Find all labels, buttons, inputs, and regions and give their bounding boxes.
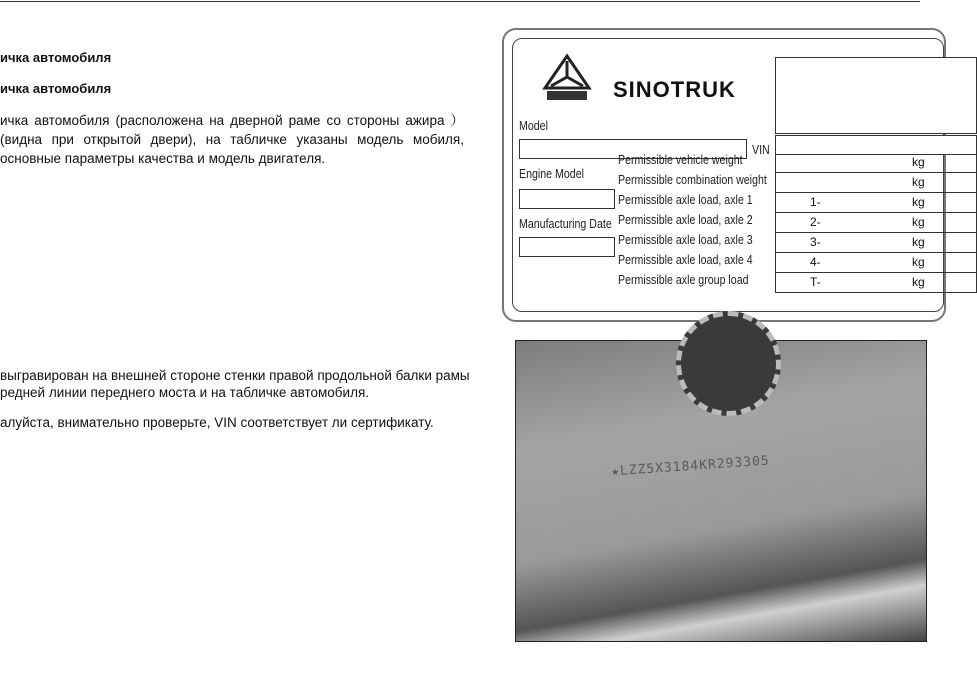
engraved-vin-photo <box>515 340 927 642</box>
vin-location-line1: выгравирован на внешней стороне стенки правой продольной балки рамы <box>0 368 470 383</box>
vin-field <box>775 135 977 155</box>
plate-row-cell <box>775 153 977 173</box>
axle-number: T- <box>810 275 821 289</box>
plate-row-label: Permissible axle load, axle 2 <box>618 213 753 227</box>
unit-kg: kg <box>912 175 925 189</box>
plate-row-cell <box>775 173 977 193</box>
axle-number: 3- <box>810 235 821 249</box>
plate-row-label: Permissible combination weight <box>618 173 767 187</box>
axle-number: 2- <box>810 215 821 229</box>
plate-row-cell <box>775 253 977 273</box>
top-rule <box>0 1 920 2</box>
vehicle-plate-image <box>502 28 946 322</box>
plate-row-cell <box>775 213 977 233</box>
engine-model-label: Engine Model <box>519 167 584 181</box>
plate-row-label: Permissible vehicle weight <box>618 153 743 167</box>
plate-row-cell <box>775 193 977 213</box>
unit-kg: kg <box>912 155 925 169</box>
axle-number: 4- <box>810 255 821 269</box>
plate-row-label: Permissible axle load, axle 4 <box>618 253 753 267</box>
plate-row-cell <box>775 233 977 253</box>
vin-check-note: алуйста, внимательно проверьте, VIN соответствует ли сертификату. <box>0 415 434 430</box>
unit-kg: kg <box>912 215 925 229</box>
manufacturing-date-field <box>519 237 615 257</box>
engine-model-field <box>519 189 615 209</box>
subsection-heading: ичка автомобиля <box>0 81 112 96</box>
stamp-area <box>775 57 977 116</box>
unit-kg: kg <box>912 275 925 289</box>
plate-description: ичка автомобиля (расположена на дверной раме со стороны ажира ）(видна при открытой двери), на табличке указаны модель мобиля, основные параметры качества и модель двигателя. <box>0 113 464 166</box>
plate-row-label: Permissible axle load, axle 3 <box>618 233 753 247</box>
blank-cell <box>775 114 977 134</box>
unit-kg: kg <box>912 235 925 249</box>
section-heading: ичка автомобиля <box>0 50 112 65</box>
engraved-vin: ★LZZ5X3184KR293305 <box>610 453 771 480</box>
unit-kg: kg <box>912 195 925 209</box>
frame-hole <box>676 311 781 416</box>
unit-kg: kg <box>912 255 925 269</box>
brand-name: SINOTRUK <box>613 77 736 102</box>
sinotruk-logo-icon <box>541 53 593 103</box>
plate-row-label: Permissible axle load, axle 1 <box>618 193 753 207</box>
model-label: Model <box>519 119 548 133</box>
plate-row-cell <box>775 273 977 293</box>
manufacturing-date-label: Manufacturing Date <box>519 217 612 231</box>
vin-label: VIN <box>752 143 770 157</box>
axle-number: 1- <box>810 195 821 209</box>
vin-location-line2: редней линии переднего моста и на табличке автомобиля. <box>0 385 370 400</box>
plate-row-label: Permissible axle group load <box>618 273 749 287</box>
